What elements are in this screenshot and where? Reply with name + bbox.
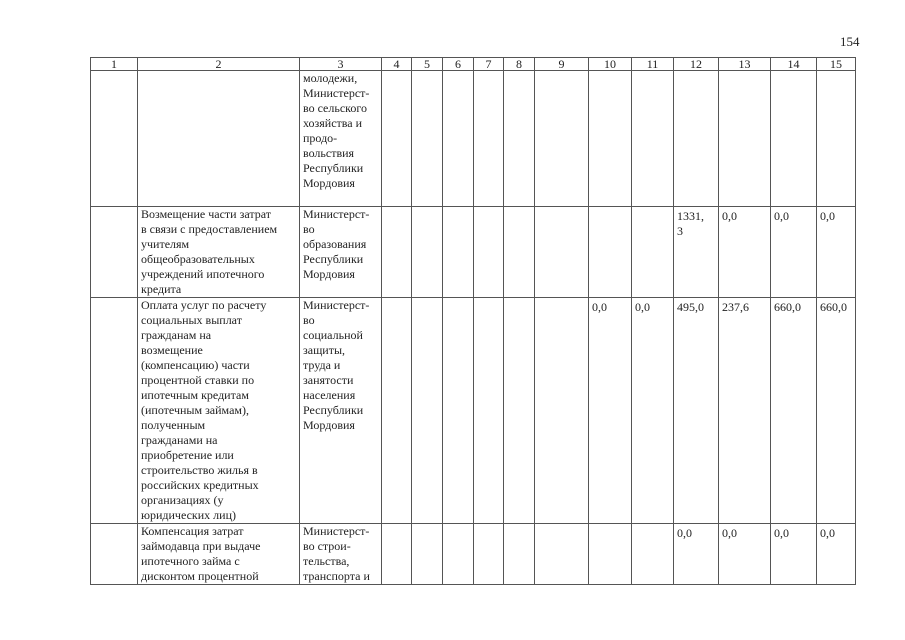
- column-header: 13: [719, 58, 771, 71]
- cell-value: 0,0: [817, 207, 856, 298]
- cell-value: [632, 524, 674, 585]
- column-header: 5: [412, 58, 443, 71]
- cell-value: 660,0: [771, 298, 817, 524]
- cell-value: [719, 71, 771, 207]
- cell-empty: [535, 524, 589, 585]
- column-header: 8: [504, 58, 535, 71]
- cell-empty: [412, 207, 443, 298]
- cell-value: [589, 524, 632, 585]
- table-row: [91, 524, 856, 585]
- cell-empty: [504, 524, 535, 585]
- cell-executor: молодежи, Министерст- во сельского хозяйства и продо- вольствия Республики Мордовия: [300, 71, 382, 207]
- cell-activity: Компенсация затрат займодавца при выдаче ипотечного займа с дисконтом процентной: [138, 524, 300, 585]
- cell-value: [589, 207, 632, 298]
- cell-value: 0,0: [632, 298, 674, 524]
- cell-empty: [443, 524, 474, 585]
- budget-table: [90, 57, 856, 585]
- cell-empty: [382, 207, 412, 298]
- cell-value: 0,0: [674, 524, 719, 585]
- cell-value: 0,0: [719, 207, 771, 298]
- cell-empty: [535, 71, 589, 207]
- table-header-row: [91, 58, 856, 71]
- column-header: 3: [300, 58, 382, 71]
- cell-number: [91, 71, 138, 207]
- cell-empty: [474, 71, 504, 207]
- cell-executor: Министерст- во строи- тельства, транспорта и: [300, 524, 382, 585]
- cell-empty: [412, 298, 443, 524]
- table-row: [91, 207, 856, 298]
- cell-empty: [474, 207, 504, 298]
- cell-activity: Оплата услуг по расчету социальных выплат гражданам на возмещение (компенсацию) части процентной ставки по ипотечным кредитам (ипотечным займам), полученным гражданами на приобретение или строительство жилья в российских кредитных организациях (у юридических лиц): [138, 298, 300, 524]
- cell-empty: [504, 298, 535, 524]
- cell-value: [674, 71, 719, 207]
- cell-value: [771, 71, 817, 207]
- cell-empty: [443, 207, 474, 298]
- cell-executor: Министерст- во социальной защиты, труда и занятости населения Республики Мордовия: [300, 298, 382, 524]
- column-header: 12: [674, 58, 719, 71]
- cell-activity: Возмещение части затрат в связи с предоставлением учителям общеобразовательных учреждений ипотечного кредита: [138, 207, 300, 298]
- cell-value: 0,0: [817, 524, 856, 585]
- cell-value: 237,6: [719, 298, 771, 524]
- cell-value: [817, 71, 856, 207]
- cell-empty: [382, 71, 412, 207]
- cell-activity: [138, 71, 300, 207]
- column-header: 14: [771, 58, 817, 71]
- cell-empty: [443, 71, 474, 207]
- column-header: 15: [817, 58, 856, 71]
- cell-empty: [474, 298, 504, 524]
- cell-value: 1331, 3: [674, 207, 719, 298]
- cell-number: [91, 524, 138, 585]
- page-number: 154: [840, 34, 860, 49]
- cell-number: [91, 207, 138, 298]
- cell-value: 0,0: [589, 298, 632, 524]
- cell-executor: Министерст- во образования Республики Мордовия: [300, 207, 382, 298]
- column-header: 2: [138, 58, 300, 71]
- cell-empty: [535, 298, 589, 524]
- cell-value: [632, 71, 674, 207]
- column-header: 11: [632, 58, 674, 71]
- cell-value: [632, 207, 674, 298]
- cell-empty: [474, 524, 504, 585]
- cell-empty: [535, 207, 589, 298]
- cell-empty: [443, 298, 474, 524]
- cell-empty: [412, 71, 443, 207]
- cell-empty: [382, 524, 412, 585]
- column-header: 4: [382, 58, 412, 71]
- cell-empty: [382, 298, 412, 524]
- cell-value: 495,0: [674, 298, 719, 524]
- cell-value: 0,0: [771, 207, 817, 298]
- cell-empty: [412, 524, 443, 585]
- table-row: [91, 298, 856, 524]
- column-header: 7: [474, 58, 504, 71]
- column-header: 1: [91, 58, 138, 71]
- cell-value: [589, 71, 632, 207]
- table-row: [91, 71, 856, 207]
- column-header: 6: [443, 58, 474, 71]
- column-header: 10: [589, 58, 632, 71]
- cell-empty: [504, 71, 535, 207]
- cell-number: [91, 298, 138, 524]
- cell-value: 660,0: [817, 298, 856, 524]
- cell-value: 0,0: [719, 524, 771, 585]
- cell-value: 0,0: [771, 524, 817, 585]
- cell-empty: [504, 207, 535, 298]
- column-header: 9: [535, 58, 589, 71]
